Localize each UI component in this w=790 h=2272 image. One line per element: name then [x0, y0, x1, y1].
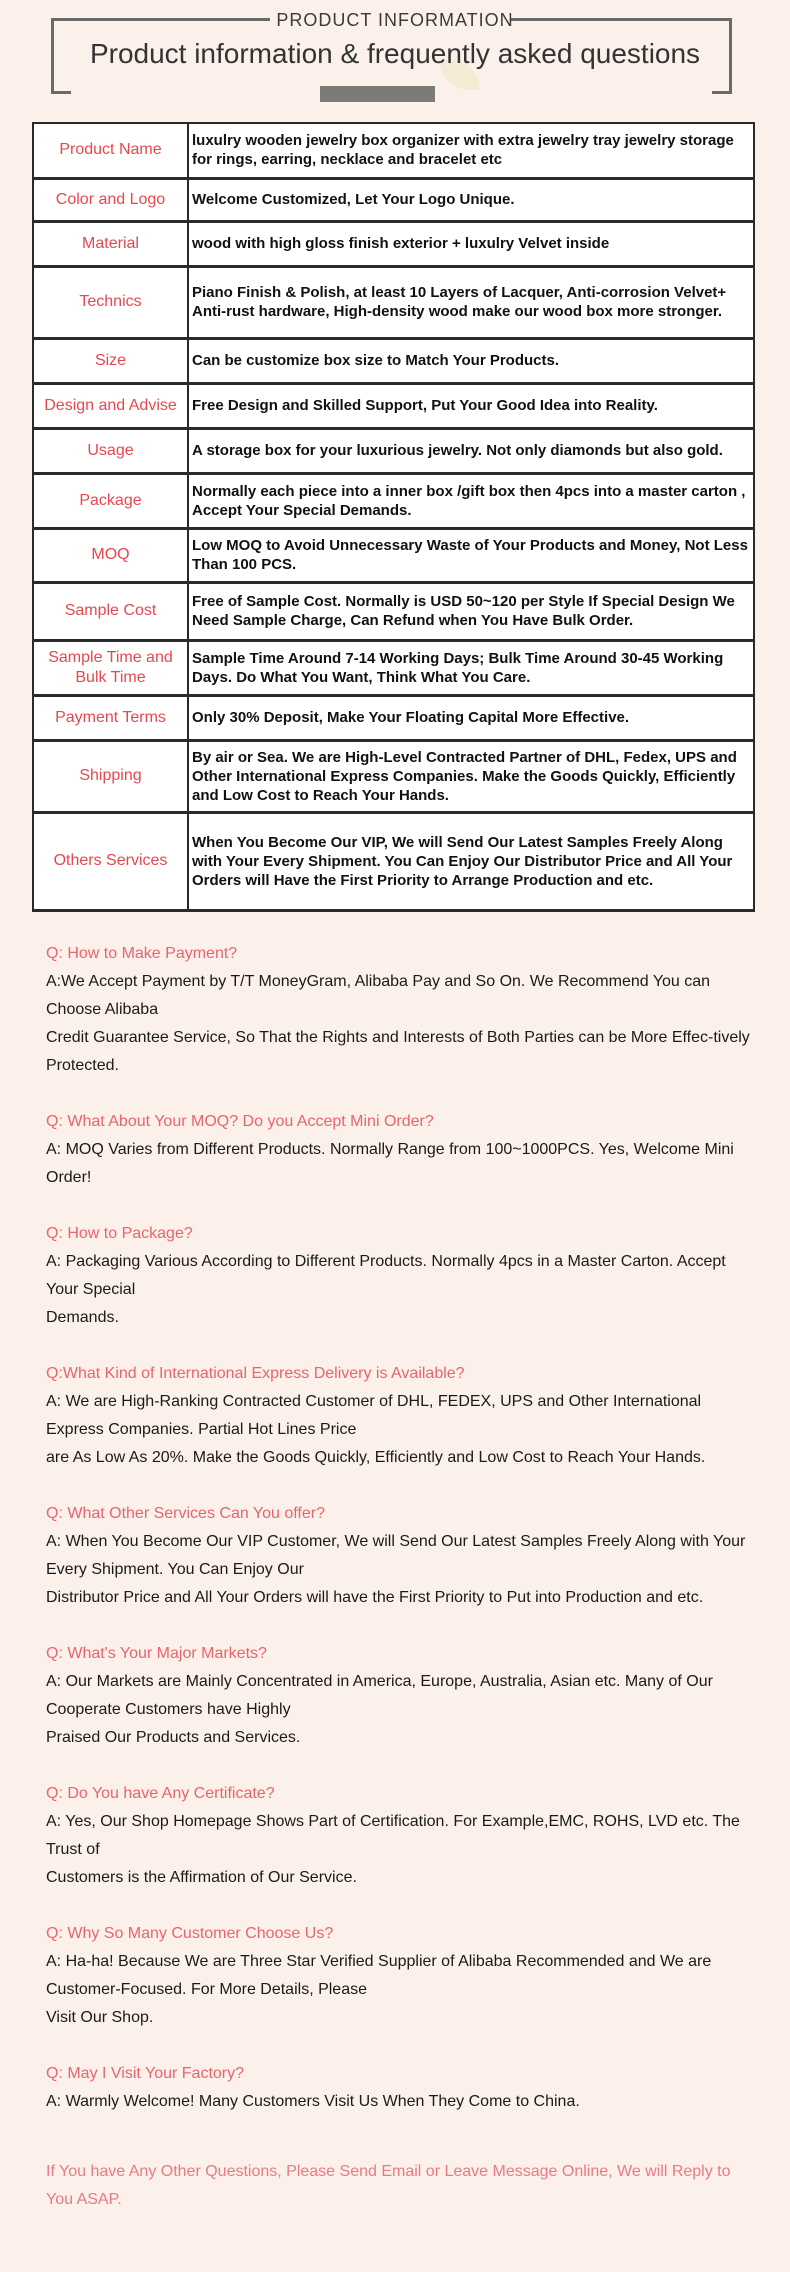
- faq-question: Q: How to Package?: [46, 1225, 193, 1242]
- spec-value: Free of Sample Cost. Normally is USD 50~120 per Style If Special Design We Need Sample Charge, Can Refund when You Have Bulk Order.: [188, 582, 754, 640]
- spec-row-sample-cost: [33, 582, 754, 640]
- header-frame-corner-right: [712, 91, 732, 94]
- faq-item: [46, 1920, 761, 2032]
- spec-label: Sample Time and Bulk Time: [33, 640, 188, 695]
- spec-label: Shipping: [33, 740, 188, 812]
- spec-row-design: [33, 383, 754, 428]
- header-subtitle: PRODUCT INFORMATION: [276, 10, 514, 30]
- faq-item: [46, 1640, 761, 1752]
- header-frame-corner-left: [51, 91, 71, 94]
- spec-value: Piano Finish & Polish, at least 10 Layers of Lacquer, Anti-corrosion Velvet+ Anti-rust hardware, High-density wood make our wood box more stronger.: [188, 266, 754, 338]
- spec-label: MOQ: [33, 528, 188, 582]
- spec-label: Material: [33, 221, 188, 266]
- faq-question: Q: Why So Many Customer Choose Us?: [46, 1925, 334, 1942]
- spec-label: Sample Cost: [33, 582, 188, 640]
- faq-answer: A: MOQ Varies from Different Products. Normally Range from 100~1000PCS. Yes, Welcome Mini Order!: [46, 1141, 734, 1186]
- spec-value: luxulry wooden jewelry box organizer with extra jewelry tray jewelry storage for rings, earring, necklace and bracelet etc: [188, 123, 754, 178]
- faq-question: Q: How to Make Payment?: [46, 945, 238, 962]
- faq-question: Q: Do You have Any Certificate?: [46, 1785, 275, 1802]
- spec-label: Payment Terms: [33, 695, 188, 740]
- spec-value: When You Become Our VIP, We will Send Our Latest Samples Freely Along with Your Every Shipment. You Can Enjoy Our Distributor Price and All Your Orders will Have the First Priority to Arrange Production and etc.: [188, 812, 754, 910]
- faq-question: Q: What's Your Major Markets?: [46, 1645, 267, 1662]
- spec-value: Free Design and Skilled Support, Put Your Good Idea into Reality.: [188, 383, 754, 428]
- faq-answer: A: Our Markets are Mainly Concentrated in America, Europe, Australia, Asian etc. Many of Our Cooperate Customers have Highly Praised Our Products and Services.: [46, 1673, 713, 1746]
- spec-value: Welcome Customized, Let Your Logo Unique.: [188, 178, 754, 221]
- faq-answer: A: Ha-ha! Because We are Three Star Verified Supplier of Alibaba Recommended and We are Customer-Focused. For More Details, Please Visit Our Shop.: [46, 1953, 712, 2026]
- faq-answer: A: Yes, Our Shop Homepage Shows Part of Certification. For Example,EMC, ROHS, LVD etc. The Trust of Customers is the Affirmation of Our Service.: [46, 1813, 740, 1886]
- closing-note: If You have Any Other Questions, Please Send Email or Leave Message Online, We will Reply to You ASAP.: [46, 2163, 731, 2208]
- spec-row-technics: [33, 266, 754, 338]
- faq-section: [46, 940, 761, 2144]
- faq-answer: A: We are High-Ranking Contracted Customer of DHL, FEDEX, UPS and Other International Express Companies. Partial Hot Lines Price are As Low As 20%. Make the Goods Quickly, Efficiently and Low Cost to Reach Your Hands.: [46, 1393, 706, 1466]
- spec-label: Package: [33, 473, 188, 528]
- faq-question: Q: What About Your MOQ? Do you Accept Mini Order?: [46, 1113, 434, 1130]
- spec-label: Technics: [33, 266, 188, 338]
- header-title: Product information & frequently asked questions: [89, 38, 701, 69]
- spec-row-moq: [33, 528, 754, 582]
- spec-value: Low MOQ to Avoid Unnecessary Waste of Your Products and Money, Not Less Than 100 PCS.: [188, 528, 754, 582]
- faq-item: [46, 1220, 761, 1332]
- faq-item: [46, 1108, 761, 1192]
- spec-row-material: [33, 221, 754, 266]
- spec-label: Usage: [33, 428, 188, 473]
- faq-answer: A: When You Become Our VIP Customer, We will Send Our Latest Samples Freely Along with Your Every Shipment. You Can Enjoy Our Distributor Price and All Your Orders will have the First Priority to Put into Production and etc.: [46, 1533, 746, 1606]
- spec-row-color-logo: [33, 178, 754, 221]
- spec-row-payment: [33, 695, 754, 740]
- spec-value: A storage box for your luxurious jewelry. Not only diamonds but also gold.: [188, 428, 754, 473]
- spec-label: Others Services: [33, 812, 188, 910]
- spec-value: Only 30% Deposit, Make Your Floating Capital More Effective.: [188, 695, 754, 740]
- spec-label: Design and Advise: [33, 383, 188, 428]
- faq-question: Q:What Kind of International Express Delivery is Available?: [46, 1365, 465, 1382]
- spec-value: Can be customize box size to Match Your Products.: [188, 338, 754, 383]
- spec-table: [32, 122, 755, 912]
- spec-row-shipping: [33, 740, 754, 812]
- faq-answer: A: Warmly Welcome! Many Customers Visit Us When They Come to China.: [46, 2093, 580, 2110]
- faq-question: Q: What Other Services Can You offer?: [46, 1505, 325, 1522]
- faq-item: [46, 2060, 761, 2116]
- spec-row-sample-time: [33, 640, 754, 695]
- header-underline-bar: [320, 86, 435, 102]
- spec-label: Size: [33, 338, 188, 383]
- spec-row-size: [33, 338, 754, 383]
- spec-row-package: [33, 473, 754, 528]
- spec-value: By air or Sea. We are High-Level Contracted Partner of DHL, Fedex, UPS and Other International Express Companies. Make the Goods Quickly, Efficiently and Low Cost to Reach Your Hands.: [188, 740, 754, 812]
- spec-value: wood with high gloss finish exterior + luxulry Velvet inside: [188, 221, 754, 266]
- spec-value: Normally each piece into a inner box /gift box then 4pcs into a master carton , Accept Your Special Demands.: [188, 473, 754, 528]
- spec-row-usage: [33, 428, 754, 473]
- faq-answer: A: Packaging Various According to Different Products. Normally 4pcs in a Master Carton. Accept Your Special Demands.: [46, 1253, 726, 1326]
- faq-question: Q: May I Visit Your Factory?: [46, 2065, 245, 2082]
- spec-label: Product Name: [33, 123, 188, 178]
- spec-value: Sample Time Around 7-14 Working Days; Bulk Time Around 30-45 Working Days. Do What You Want, Think What You Care.: [188, 640, 754, 695]
- spec-row-product-name: [33, 123, 754, 178]
- spec-label: Color and Logo: [33, 178, 188, 221]
- faq-item: [46, 940, 761, 1080]
- faq-item: [46, 1780, 761, 1892]
- spec-row-services: [33, 812, 754, 910]
- faq-item: [46, 1360, 761, 1472]
- faq-item: [46, 1500, 761, 1612]
- faq-answer: A:We Accept Payment by T/T MoneyGram, Alibaba Pay and So On. We Recommend You can Choose Alibaba Credit Guarantee Service, So That the Rights and Interests of Both Parties can be More Effec-tively Protected.: [46, 973, 750, 1074]
